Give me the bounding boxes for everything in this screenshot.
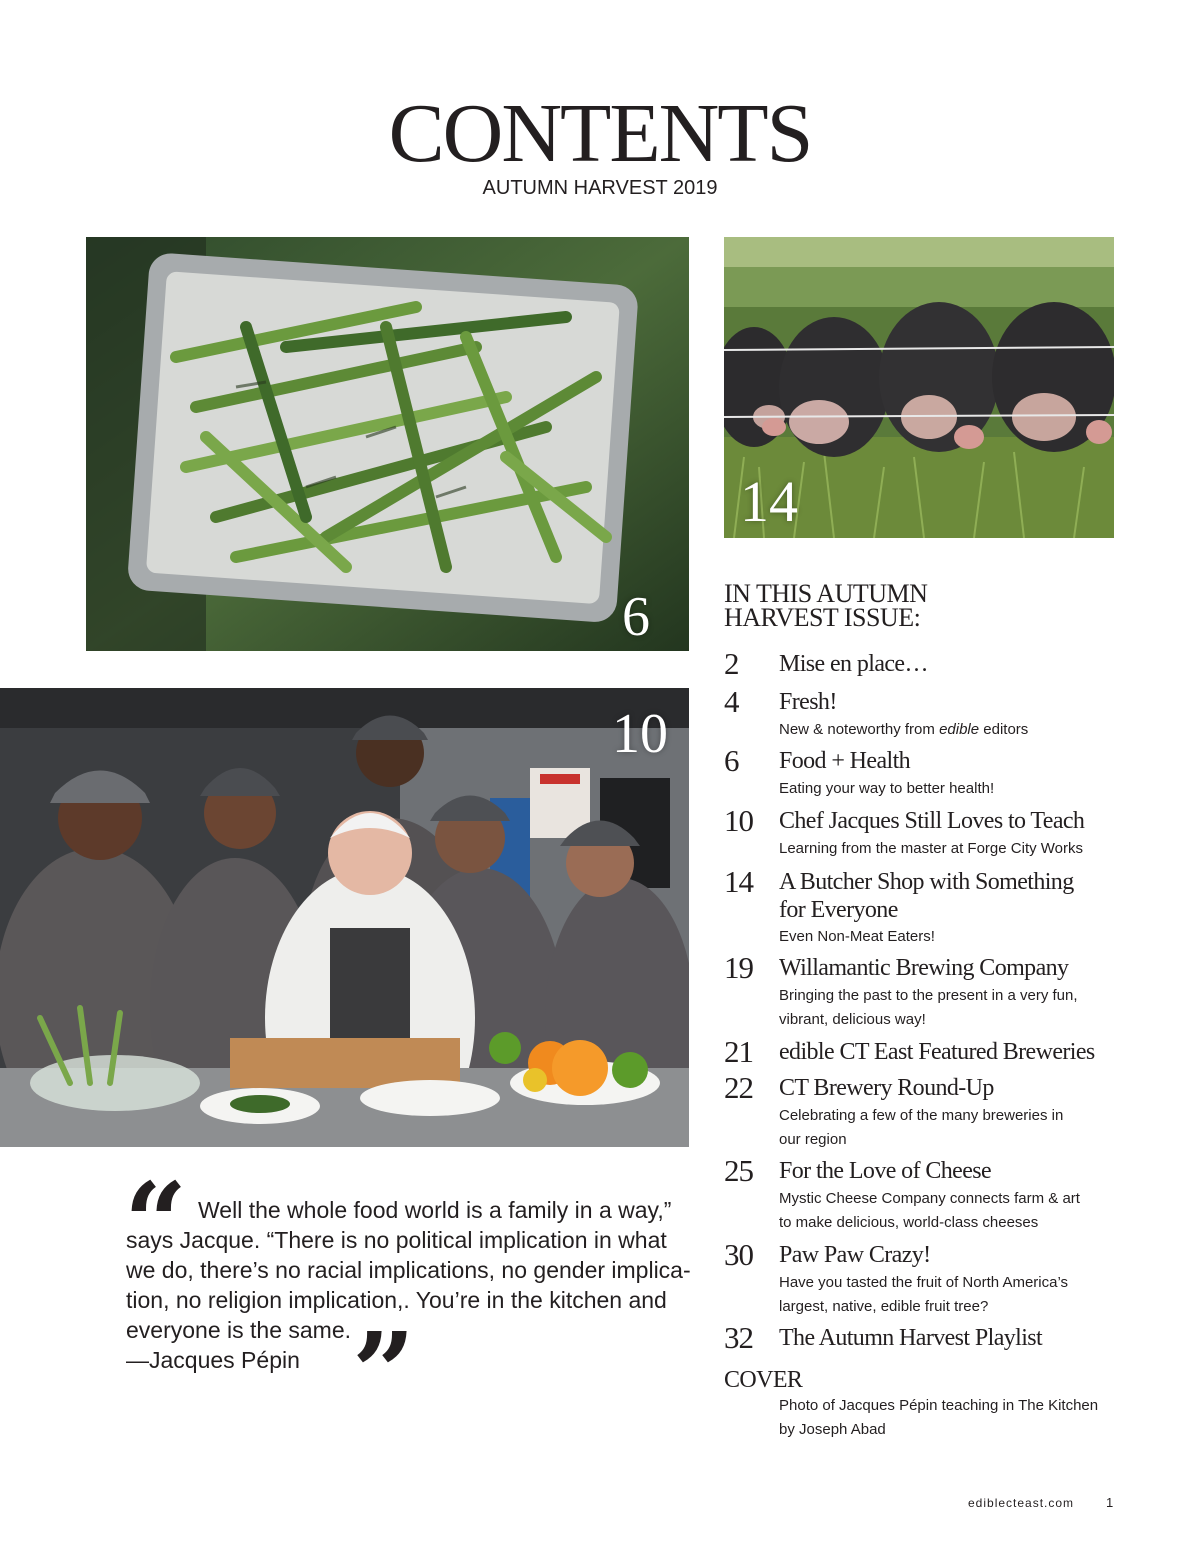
toc-page-number: 19 [724,950,753,985]
asparagus-image [86,237,689,651]
toc-description: Learning from the master at Forge City Works [779,840,1083,857]
toc-page-number: 4 [724,684,739,719]
footer-page-number: 1 [1106,1495,1114,1510]
toc-page-number: 10 [724,803,753,838]
toc-page-number: 21 [724,1034,753,1069]
cover-description: Photo of Jacques Pépin teaching in The Kitchen by Joseph Abad [779,1397,1099,1438]
toc-title: Chef Jacques Still Loves to Teach [779,808,1085,834]
toc-description: New & noteworthy from edible editors [779,721,1029,738]
toc-page-number: 2 [724,646,739,681]
close-quote-mark: ” [352,1308,408,1437]
quote-line: we do, there’s no racial implications, no gender implica- [126,1257,691,1283]
page-number-6: 6 [622,586,650,648]
page-title: CONTENTS [388,87,812,180]
footer-url[interactable]: ediblecteast.com [968,1496,1075,1510]
toc-heading-line1: IN THIS AUTUMN [724,579,928,608]
toc-page-number: 22 [724,1070,753,1105]
toc-description: Even Non-Meat Eaters! [779,928,935,945]
toc-title: Willamantic Brewing Company [779,955,1069,981]
quote-line: says Jacque. “There is no political implication in what [126,1227,667,1253]
quote-line: tion, no religion implication,. You’re in the kitchen and [126,1287,667,1313]
cover-label: COVER [724,1367,803,1393]
toc-title: Mise en place… [779,651,928,677]
toc-title: Paw Paw Crazy! [779,1242,931,1268]
toc-title: CT Brewery Round-Up [779,1075,994,1101]
open-quote-mark: “ [124,1158,180,1287]
toc-page-number: 30 [724,1237,753,1272]
toc-page-number: 25 [724,1153,753,1188]
toc-description: Bringing the past to the present in a very fun, vibrant, delicious way! [779,987,1078,1028]
page-number-14: 14 [740,469,798,534]
quote-line: everyone is the same. [126,1317,352,1343]
toc-description: Eating your way to better health! [779,780,995,797]
issue-subtitle: AUTUMN HARVEST 2019 [482,177,718,199]
pigs-photo [724,237,1114,538]
toc-title: Food + Health [779,748,911,774]
toc-description: Mystic Cheese Company connects farm & art to make delicious, world-class cheeses [779,1190,1080,1231]
toc-heading-line2: HARVEST ISSUE: [724,603,921,632]
toc-description: Have you tasted the fruit of North America’s largest, native, edible fruit tree? [779,1274,1069,1315]
kitchen-team-photo [0,688,689,1147]
toc-page-number: 14 [724,864,753,899]
toc-title: For the Love of Cheese [779,1158,992,1184]
page-number-10: 10 [612,703,668,765]
toc-heading [724,579,928,632]
toc-description: Celebrating a few of the many breweries in our region [779,1107,1064,1148]
quote-attribution: —Jacques Pépin [126,1347,300,1373]
toc-title: The Autumn Harvest Playlist [779,1325,1043,1351]
kitchen-team-image [0,688,689,1147]
toc-page-number: 32 [724,1320,753,1355]
toc-title: A Butcher Shop with Something for Everyone [779,869,1074,923]
toc-title: edible CT East Featured Breweries [779,1039,1095,1065]
asparagus-photo [86,237,689,651]
toc-page-number: 6 [724,743,739,778]
quote-line: Well the whole food world is a family in a way,” [198,1197,672,1223]
toc-title: Fresh! [779,689,837,715]
